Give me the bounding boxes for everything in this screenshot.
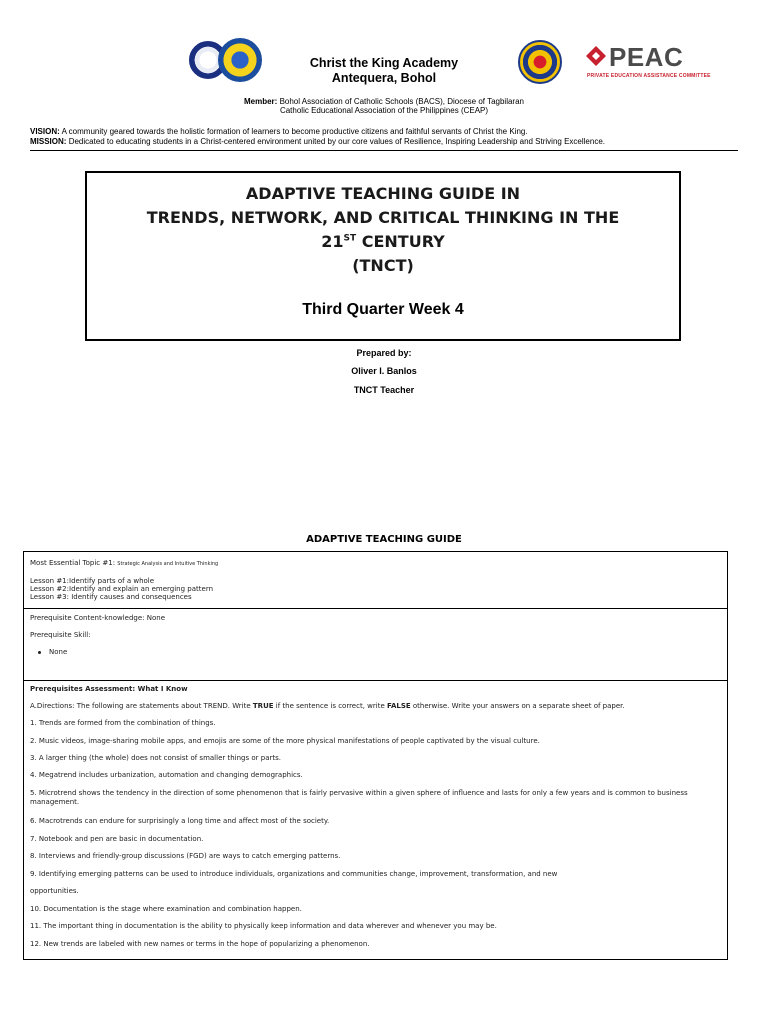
title-century-word: CENTURY: [361, 232, 445, 251]
assessment-item-9: 9. Identifying emerging patterns can be used to introduce individuals, organizations and communities change, improvement, transformation, and new: [30, 870, 558, 878]
title-line-3: [87, 232, 679, 251]
school-seal-logo: [218, 38, 262, 82]
preparer-name: Oliver I. Banlos: [351, 366, 417, 376]
prepared-by-label: Prepared by:: [356, 348, 412, 358]
row-divider-2: [24, 680, 727, 681]
topic-line: [30, 559, 218, 569]
assessment-item-5: 5. Microtrend shows the tendency in the direction of some phenomenon that is fairly pervasive within a given sphere of influence and lasts for only a few years and is common to business management.: [30, 789, 688, 806]
assessment-item-9-cont: opportunities.: [30, 887, 79, 895]
directions-true: TRUE: [252, 702, 274, 710]
member-line-2: Catholic Educational Association of the Philippines (CEAP): [279, 106, 489, 115]
preparer-role: TNCT Teacher: [353, 385, 415, 395]
directions-middle: if the sentence is correct, write: [273, 702, 387, 710]
prereq-skill-item: [38, 648, 67, 657]
assessment-item-10: 10. Documentation is the stage where examination and combination happen.: [30, 905, 302, 913]
mission-text: Dedicated to educating students in a Christ-centered environment united by our core values of Resilience, Inspiring Leadership and Striving Excellence.: [68, 137, 605, 146]
school-name: Christ the King Academy: [309, 56, 459, 70]
school-location: Antequera, Bohol: [331, 71, 437, 85]
directions-suffix: otherwise. Write your answers on a separate sheet of paper.: [410, 702, 625, 710]
title-line-2: TRENDS, NETWORK, AND CRITICAL THINKING IN THE: [146, 208, 620, 227]
lesson-3: Lesson #3: Identify causes and consequences: [30, 593, 192, 601]
assessment-item-6: 6. Macrotrends can endure for surprisingly a long time and affect most of the society.: [30, 817, 330, 825]
mission-line: [30, 137, 605, 146]
member-text-1: Bohol Association of Catholic Schools (BACS), Diocese of Tagbilaran: [279, 97, 524, 106]
assessment-item-12: 12. New trends are labeled with new names or terms in the hope of popularizing a phenomenon.: [30, 940, 370, 948]
member-line-1: [0, 97, 768, 106]
peac-subtitle: PRIVATE EDUCATION ASSISTANCE COMMITTEE: [587, 73, 711, 79]
member-label: Member:: [243, 97, 278, 106]
topic-value: Strategic Analysis and Intuitive Thinking: [117, 561, 219, 567]
peac-logo-icon: [585, 45, 607, 67]
title-century-suffix: ST: [343, 233, 357, 244]
assessment-item-4: 4. Megatrend includes urbanization, automation and changing demographics.: [30, 771, 303, 779]
assessment-item-2: 2. Music videos, image-sharing mobile apps, and emojis are some of the more physical manifestations of people captivated by the visual culture.: [30, 737, 540, 745]
ceap-seal-logo: [518, 40, 562, 84]
lesson-1: Lesson #1:Identify parts of a whole: [30, 577, 155, 585]
prereq-skill-value: None: [49, 648, 68, 656]
vision-line: [30, 127, 528, 136]
row-divider-1: [24, 608, 727, 609]
directions-prefix: A.Directions: The following are statements about TREND. Write: [30, 702, 253, 710]
assessment-item-8: 8. Interviews and friendly-group discussions (FGD) are ways to catch emerging patterns.: [30, 852, 341, 860]
title-line-1: ADAPTIVE TEACHING GUIDE IN: [245, 184, 521, 203]
assessment-item-3: 3. A larger thing (the whole) does not consist of smaller things or parts.: [30, 754, 281, 762]
vision-label: VISION:: [30, 127, 60, 136]
directions-false: FALSE: [386, 702, 411, 710]
header-divider: [30, 150, 738, 151]
assessment-item-11: 11. The important thing in documentation is the ability to physically keep information and data wherever and whenever you may be.: [30, 922, 497, 930]
mission-label: MISSION:: [30, 137, 67, 146]
prereq-content: Prerequisite Content-knowledge: None: [30, 614, 166, 622]
guide-table: [23, 551, 728, 960]
topic-label: Most Essential Topic #1:: [30, 559, 116, 567]
peac-wordmark: PEAC: [609, 42, 684, 72]
assessment-item-7: 7. Notebook and pen are basic in documentation.: [30, 835, 204, 843]
title-century-number: 21: [321, 232, 344, 251]
vision-text: A community geared towards the holistic formation of learners to become productive citizens and faithful servants of Christ the King.: [61, 127, 528, 136]
title-box: [85, 171, 681, 341]
assessment-item-1: 1. Trends are formed from the combination of things.: [30, 719, 216, 727]
guide-heading: ADAPTIVE TEACHING GUIDE: [306, 534, 462, 545]
quarter-label: Third Quarter Week 4: [302, 301, 464, 318]
assessment-heading: Prerequisites Assessment: What I Know: [30, 685, 188, 693]
prereq-skill-label: Prerequisite Skill:: [30, 631, 91, 639]
assessment-directions: [30, 702, 720, 711]
title-line-4: (TNCT): [352, 256, 414, 275]
bullet-icon: [38, 651, 41, 654]
lesson-2: Lesson #2:Identify and explain an emerging pattern: [30, 585, 214, 593]
